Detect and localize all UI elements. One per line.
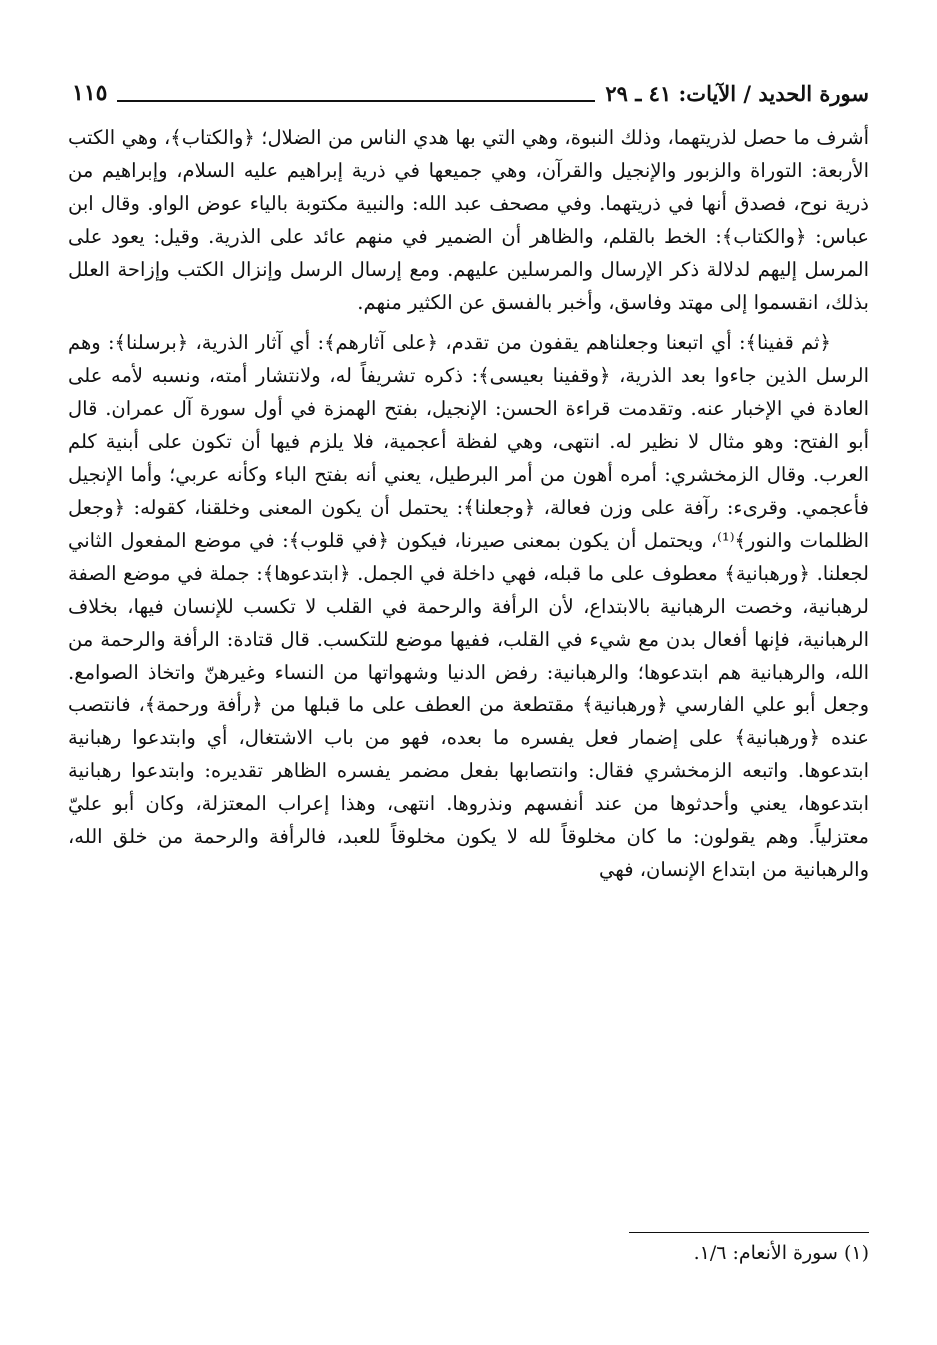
page-number: ١١٥ [72,80,108,106]
paragraph: ﴿ثم قفينا﴾: أي اتبعنا وجعلناهم يقفون من تقدم، ﴿على آثارهم﴾: أي آثار الذرية، ﴿برسلنا﴾: وهم الرسل الذين جاءوا بعد الذرية، ﴿وقفينا بعيسى﴾: ذكره تشريفاً له، ولانتشار أمته، ونسبه لأمه على العادة في الإخبار عنه. وتقدمت قراءة الحسن: الإنجيل، بفتح الهمزة في أول سورة آل عمران. قال أبو الفتح: وهو مثال لا نظير له. انتهى، وهي لفظة أعجمية، فلا يلزم فيها أن تكون على أبنية كلم العرب. وقال الزمخشري: أمره أهون من أمر البرطيل، يعني أنه بفتح الباء وكأنه عربي؛ وأما الإنجيل فأعجمي. وقرىء: رآفة على وزن فعالة، ﴿وجعلنا﴾: يحتمل أن يكون المعنى وخلقنا، كقوله: ﴿وجعل الظلمات والنور﴾⁽¹⁾، ويحتمل أن يكون بمعنى صيرنا، فيكون ﴿في قلوب﴾: في موضع المفعول الثاني لجعلنا. ﴿ورهبانية﴾ معطوف على ما قبله، فهي داخلة في الجمل. ﴿ابتدعوها﴾: جملة في موضع الصفة لرهبانية، وخصت الرهبانية بالابتداع، لأن الرأفة والرحمة في القلب لا تكسب للإنسان فيها، بخلاف الرهبانية، فإنها أفعال بدن مع شيء في القلب، ففيها موضع للتكسب. قال قتادة: الرأفة والرحمة من الله، والرهبانية هم ابتدعوها؛ والرهبانية: رفض الدنيا وشهواتها من النساء وغيرهنّ واتخاذ الصوامع. وجعل أبو علي الفارسي ﴿ورهبانية﴾ مقتطعة من العطف على ما قبلها من ﴿رأفة ورحمة﴾، فانتصب عنده ﴿ورهبانية﴾ على إضمار فعل يفسره ما بعده، فهو من باب الاشتغال، أي وابتدعوا رهبانية ابتدعوها. واتبعه الزمخشري فقال: وانتصابها بفعل مضمر يفسره الظاهر تقديره: وابتدعوا رهبانية ابتدعوها، يعني وأحدثوها من عند أنفسهم ونذروها. انتهى، وهذا إعراب المعتزلة، وكان أبو عليّ معتزلياً. وهم يقولون: ما كان مخلوقاً لله لا يكون مخلوقاً للعبد، فالرأفة والرحمة من خلق الله، والرهبانية من ابتداع الإنسان، فهي [68,331,870,881]
footnote-rule [629,1232,869,1233]
running-title: سورة الحديد / الآيات: ٤١ ـ ٢٩ [605,81,869,106]
main-text [68,122,869,887]
page-header [72,72,869,112]
paragraph: أشرف ما حصل لذريتهما، وذلك النبوة، وهي التي بها هدي الناس من الضلال؛ ﴿والكتاب﴾، وهي الكتب الأربعة: التوراة والزبور والإنجيل والقرآن، وهي جميعها في ذرية إبراهيم عليه السلام، وإبراهيم من ذرية نوح، فصدق أنها في ذريتهما. وفي مصحف عبد الله: والنبية مكتوبة بالياء عوض الواو. وقال ابن عباس: ﴿والكتاب﴾: الخط بالقلم، والظاهر أن الضمير في منهم عائد على الذرية. وقيل: يعود على المرسل إليهم لدلالة ذكر الإرسال والمرسلين عليهم. ومع إرسال الرسل وإنزال الكتب وإزاحة العلل بذلك، انقسموا إلى مهتد وفاسق، وأخبر بالفسق عن الكثير منهم. [68,126,869,314]
header-rule [117,100,595,102]
footnote: (١) سورة الأنعام: ١/٦. [693,1242,869,1264]
